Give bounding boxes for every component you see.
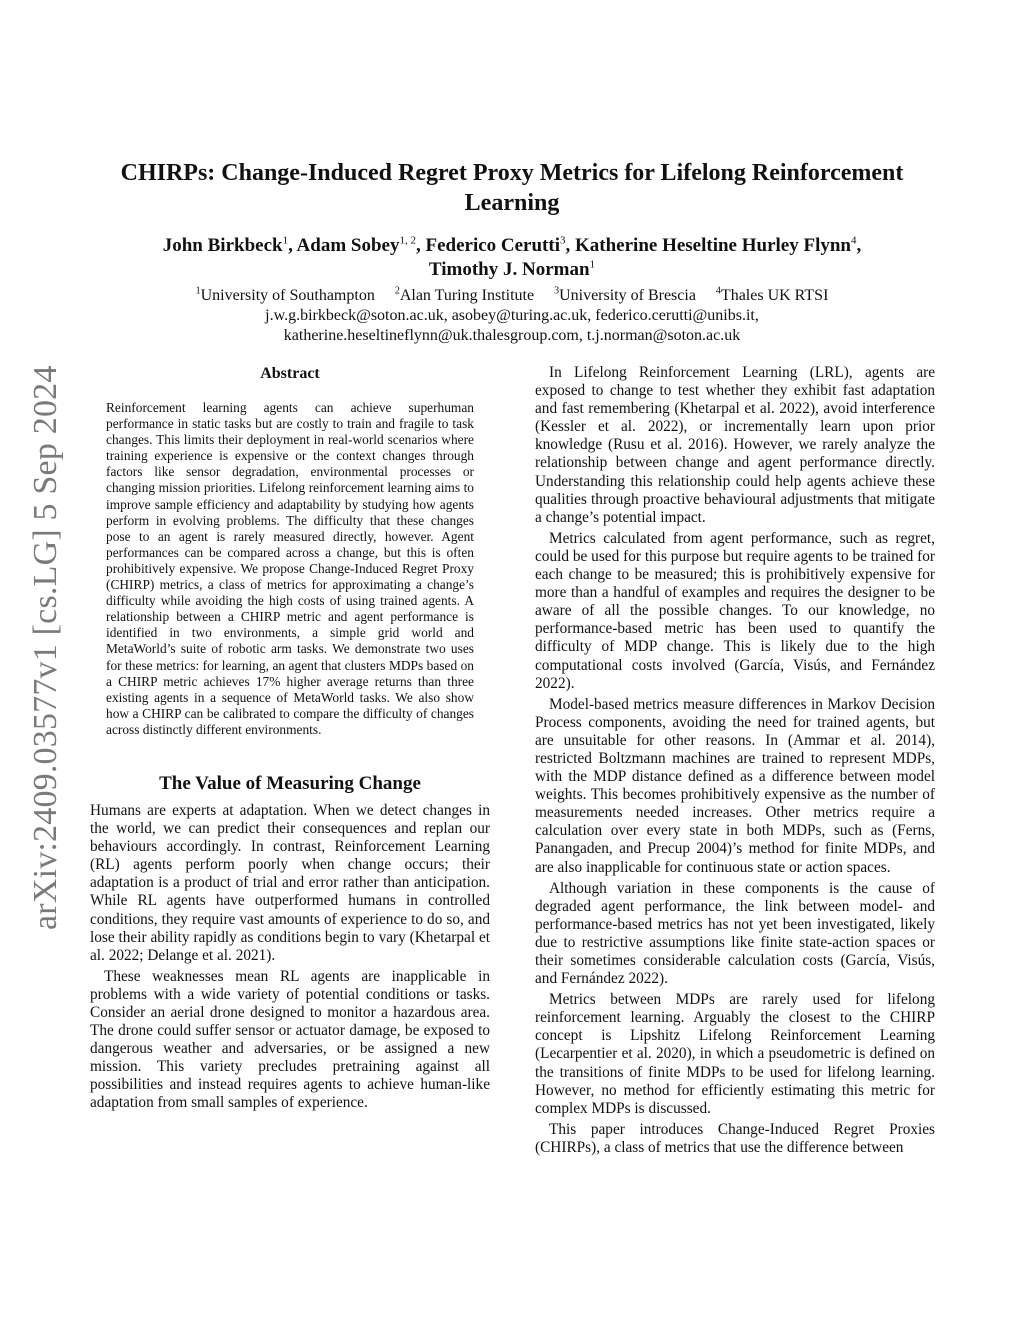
author-name: Adam Sobey bbox=[296, 235, 400, 256]
author-affil-mark: 1 bbox=[589, 258, 596, 271]
body-paragraph: Metrics calculated from agent performance, such as regret, could be used for this purpose but require agents to be trained for each change to be measured; this is prohibitively expensive for more than a handful of examples and requires the designer to be aware of all the possible changes. To our knowledge, no performance-based metric has been used to quantify the difficulty of MDP change. This is likely due to the high computational costs involved (García, Visús, and Fernández 2022). bbox=[535, 529, 935, 692]
paper-title: CHIRPs: Change-Induced Regret Proxy Metrics for Lifelong Reinforcement Learning bbox=[120, 160, 904, 216]
author-4 bbox=[575, 235, 861, 256]
body-paragraph: Although variation in these components is the cause of degraded agent performance, the link between model- and performance-based metrics has not yet been investigated, likely due to restrictive assumptions like finite state-action spaces or their sometimes considerable calculation costs (García, Visús, and Fernández 2022). bbox=[535, 879, 935, 988]
affil-mark: 1 bbox=[195, 285, 201, 297]
author-name: Federico Cerutti bbox=[425, 235, 560, 256]
arxiv-identifier-stamp: arXiv:2409.03577v1 [cs.LG] 5 Sep 2024 bbox=[27, 365, 64, 930]
affil-name: Thales UK RTSI bbox=[720, 287, 829, 304]
author-list bbox=[100, 234, 924, 282]
section-heading: The Value of Measuring Change bbox=[159, 772, 421, 794]
right-column bbox=[535, 364, 935, 1160]
affil-mark: 4 bbox=[715, 285, 721, 297]
affil-name: Alan Turing Institute bbox=[399, 287, 535, 304]
author-5 bbox=[429, 259, 595, 280]
affil-name: University of Brescia bbox=[559, 287, 696, 304]
email-line-1: j.w.g.birkbeck@soton.ac.uk, asobey@turing.ac.uk, federico.cerutti@unibs.it, bbox=[265, 307, 759, 324]
author-sep: , bbox=[288, 235, 297, 256]
author-name: John Birkbeck bbox=[162, 235, 283, 256]
author-3 bbox=[425, 235, 575, 256]
body-paragraph: Metrics between MDPs are rarely used for lifelong reinforcement learning. Arguably the closest to the CHIRP concept is Lipshitz Lifelong Reinforcement Learning (Lecarpentier et al. 2020), in which a pseudometric is defined on the transitions of finite MDPs to be used for lifelong learning. However, no method for efficiently estimating this metric for complex MDPs is discussed. bbox=[535, 991, 935, 1117]
affil-mark: 3 bbox=[554, 285, 560, 297]
author-1 bbox=[163, 235, 297, 256]
body-paragraph: These weaknesses mean RL agents are inapplicable in problems with a wide variety of potential conditions or tasks. Consider an aerial drone designed to monitor a hazardous area. The drone could suffer sensor or actuator damage, be exposed to dangerous weather and adversaries, or be assigned a new mission. This variety precludes pretraining against all possibilities and instead requires agents to achieve human-like adaptation from small samples of experience. bbox=[90, 967, 490, 1112]
affiliation-4 bbox=[716, 287, 828, 304]
affiliation-3 bbox=[554, 287, 696, 304]
body-paragraph: Model-based metrics measure differences in Markov Decision Process components, avoiding the need for trained agents, but are unsuitable for other reasons. In (Ammar et al. 2014), restricted Boltzmann machines are trained to represent MDPs, with the MDP distance defined as a difference between model weights. This becomes prohibitively expensive as the number of measurements needed increases. Other metrics require a calculation over every state in both MDPs, such as (Ferns, Panangaden, and Precup 2004)’s method for finite MDPs, and are also inapplicable for continuous state or action spaces. bbox=[535, 695, 935, 876]
email-line-2: katherine.heseltineflynn@uk.thalesgroup.com, t.j.norman@soton.ac.uk bbox=[283, 327, 741, 344]
author-name: Timothy J. Norman bbox=[428, 259, 590, 280]
author-sep: , bbox=[415, 235, 426, 256]
author-sep: , bbox=[565, 235, 575, 256]
affil-mark: 2 bbox=[394, 285, 400, 297]
body-paragraph: Humans are experts at adaptation. When we detect changes in the world, we can predict their consequences and replan our behaviours accordingly. In contrast, Reinforcement Learning (RL) agents perform poorly when change occurs; their adaptation is a product of trial and error rather than anticipation. While RL agents have outperformed humans in controlled conditions, they require vast amounts of experience to do so, and lose their ability rapidly as conditions begin to vary (Khetarpal et al. 2022; Delange et al. 2021). bbox=[90, 801, 490, 964]
affiliation-2 bbox=[395, 287, 534, 304]
author-affil-mark: 3 bbox=[560, 234, 566, 247]
affiliation-1 bbox=[196, 287, 375, 304]
affiliation-list bbox=[100, 286, 924, 306]
author-2 bbox=[297, 235, 426, 256]
left-column bbox=[90, 364, 490, 1116]
author-affil-mark: 1 bbox=[282, 234, 289, 247]
body-paragraph: In Lifelong Reinforcement Learning (LRL), agents are exposed to change to test whether they exhibit fast adaptation and fast remembering (Khetarpal et al. 2022), avoid interference (Kessler et al. 2022), or incrementally learn upon prior knowledge (Rusu et al. 2016). However, we rarely analyze the relationship between change and agent performance directly. Understanding this relationship could help agents achieve these qualities through proactive behavioural adjustments that mitigate a change’s potential impact. bbox=[535, 364, 935, 526]
author-affil-mark: 4 bbox=[851, 234, 857, 247]
author-sep: , bbox=[856, 235, 862, 256]
affil-name: University of Southampton bbox=[200, 287, 375, 304]
abstract-text: Reinforcement learning agents can achieve superhuman performance in static tasks but are costly to train and fragile to task changes. This limits their deployment in real-world scenarios where training experience is expensive or the context changes through factors like sensor degradation, environmental processes or changing mission priorities. Lifelong reinforcement learning aims to improve sample efficiency and adaptability by studying how agents perform in evolving problems. The difficulty that these changes pose to an agent is rarely measured directly, however. Agent performances can be compared across a change, but this is often prohibitively expensive. We propose Change-Induced Regret Proxy (CHIRP) metrics, a class of metrics for approximating a change’s difficulty while avoiding the high costs of using trained agents. A relationship between a CHIRP metric and agent performance is identified in two environments, a simple grid world and MetaWorld’s suite of robotic arm tasks. We demonstrate two uses for these metrics: for learning, an agent that clusters MDPs based on a CHIRP metric achieves 17% higher average returns than three existing agents in a sequence of MetaWorld tasks. We also show how a CHIRP can be calibrated to compare the difficulty of changes across distinctly different environments. bbox=[106, 400, 474, 737]
paper-header bbox=[100, 158, 924, 346]
body-paragraph: This paper introduces Change-Induced Regret Proxies (CHIRPs), a class of metrics that use the difference between bbox=[535, 1120, 935, 1156]
author-affil-mark: 1, 2 bbox=[399, 234, 416, 247]
author-name: Katherine Heseltine Hurley Flynn bbox=[575, 235, 852, 256]
abstract-heading: Abstract bbox=[260, 365, 320, 382]
